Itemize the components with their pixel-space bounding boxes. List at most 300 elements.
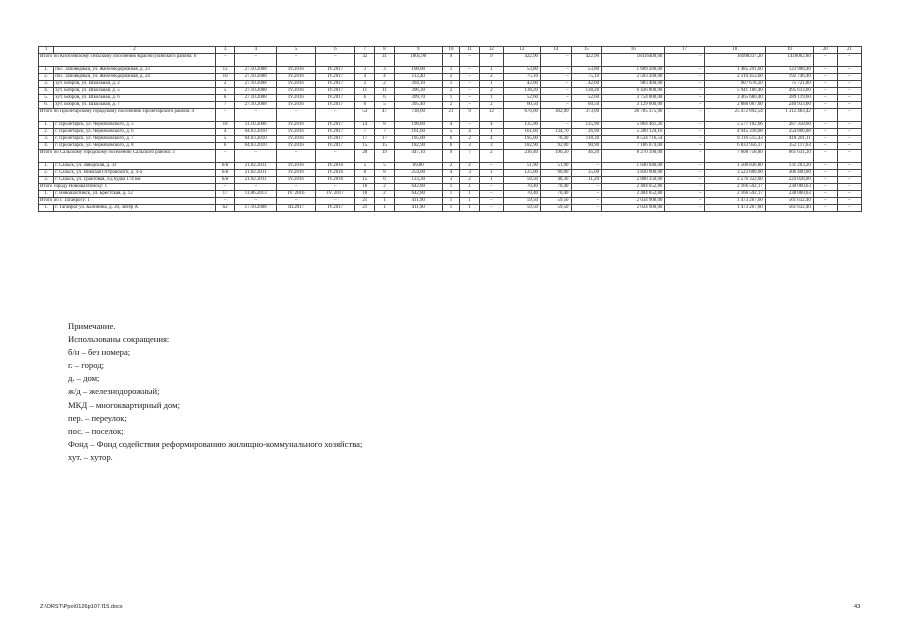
value-cell: IV.2017 bbox=[316, 81, 355, 88]
value-cell: 18 bbox=[215, 122, 235, 129]
note-line: МКД – многоквартирный дом; bbox=[68, 399, 180, 410]
value-cell: – bbox=[540, 88, 571, 95]
value-cell: 8 270 390,00 bbox=[602, 150, 665, 163]
value-cell: 5 bbox=[375, 163, 395, 170]
value-cell: 2 bbox=[479, 150, 503, 163]
value-cell: 418 201,11 bbox=[765, 136, 813, 143]
value-cell: – bbox=[460, 102, 480, 109]
value-cell: б/н bbox=[215, 163, 235, 170]
address-cell: г. Сальск, ул. Заводская, д. 33 bbox=[54, 163, 216, 170]
value-cell: 46,20 bbox=[571, 150, 602, 163]
value-cell: – bbox=[460, 54, 480, 67]
value-cell: – bbox=[460, 74, 480, 81]
value-cell: 5 200 124,16 bbox=[602, 129, 665, 136]
value-cell: – bbox=[837, 170, 861, 177]
value-cell: IV.2016 bbox=[276, 122, 315, 129]
value-cell: 2 bbox=[375, 184, 395, 191]
value-cell: 2 bbox=[442, 163, 459, 170]
value-cell: – bbox=[813, 81, 837, 88]
value-cell: – bbox=[837, 136, 861, 143]
value-cell: 4 bbox=[479, 136, 503, 143]
value-cell: IV. 2017 bbox=[316, 191, 355, 198]
value-cell: IV.2016 bbox=[276, 102, 315, 109]
address-cell: пос. Заповедный, ул. Железнодорожная, д. 23 bbox=[54, 67, 216, 74]
column-number: 6 bbox=[316, 47, 355, 54]
value-cell: – bbox=[540, 95, 571, 102]
value-cell: 1 bbox=[460, 198, 480, 205]
value-cell: – bbox=[215, 198, 235, 205]
value-cell: 6 bbox=[375, 177, 395, 184]
value-cell: 31 bbox=[375, 54, 395, 67]
value-cell: 7 608 758,80 bbox=[704, 150, 765, 163]
value-cell: – bbox=[813, 198, 837, 205]
value-cell: 2 310 453,60 bbox=[704, 74, 765, 81]
value-cell: 138,20 bbox=[571, 88, 602, 95]
table-row bbox=[39, 67, 862, 74]
value-cell: 14 bbox=[355, 122, 375, 129]
value-cell: – bbox=[571, 184, 602, 191]
value-cell: 70,40 bbox=[503, 184, 540, 191]
column-number: 13 bbox=[503, 47, 540, 54]
table-total-row bbox=[39, 184, 862, 191]
address-cell: г. Пролетарск, ул. Черняховского, д. 8 bbox=[54, 143, 216, 150]
table-total-row bbox=[39, 54, 862, 67]
value-cell: – bbox=[837, 102, 861, 109]
value-cell: 21 bbox=[442, 109, 459, 122]
value-cell: 1 bbox=[479, 81, 503, 88]
value-cell: – bbox=[813, 109, 837, 122]
value-cell: 92,00 bbox=[540, 143, 571, 150]
value-cell: – bbox=[837, 129, 861, 136]
value-cell: – bbox=[276, 184, 315, 191]
value-cell: 21 bbox=[355, 205, 375, 212]
value-cell: 238 060,63 bbox=[765, 191, 813, 198]
value-cell: 53,80 bbox=[503, 67, 540, 74]
value-cell: – bbox=[837, 122, 861, 129]
column-number: 3 bbox=[215, 47, 235, 54]
value-cell: – bbox=[215, 150, 235, 163]
address-cell: г. Сальск, ул. Николая Островского, д. 4-a bbox=[54, 170, 216, 177]
value-cell: 1 bbox=[460, 184, 480, 191]
value-cell: – bbox=[276, 198, 315, 205]
value-cell: – bbox=[215, 109, 235, 122]
value-cell: – bbox=[813, 184, 837, 191]
value-cell: 399,70 bbox=[394, 95, 442, 102]
value-cell: 21.02.2011 bbox=[235, 177, 276, 184]
value-cell: 190,20 bbox=[540, 150, 571, 163]
column-number: 14 bbox=[540, 47, 571, 54]
value-cell: 5 bbox=[215, 136, 235, 143]
value-cell: 161,60 bbox=[503, 129, 540, 136]
value-cell: IV.2017 bbox=[316, 88, 355, 95]
value-cell: 7 bbox=[375, 129, 395, 136]
value-cell: 11.06.2013 bbox=[235, 191, 276, 198]
value-cell: 4 bbox=[215, 129, 235, 136]
value-cell: 27.10.2008 bbox=[235, 95, 276, 102]
value-cell: 7 186 074,00 bbox=[602, 143, 665, 150]
address-cell: хут. Бобров, ул. Школьная, д. 5 bbox=[54, 88, 216, 95]
value-cell: 27.10.2008 bbox=[235, 81, 276, 88]
value-cell: – bbox=[837, 74, 861, 81]
value-cell: – bbox=[460, 81, 480, 88]
value-cell: – bbox=[571, 198, 602, 205]
value-cell: 224 028,00 bbox=[765, 177, 813, 184]
value-cell: 3 bbox=[460, 170, 480, 177]
table-row bbox=[39, 81, 862, 88]
column-number: 9 bbox=[394, 47, 442, 54]
value-cell: 8 bbox=[375, 170, 395, 177]
value-cell: – bbox=[571, 191, 602, 198]
note-line: г. – город; bbox=[68, 360, 105, 371]
value-cell: – bbox=[479, 198, 503, 205]
value-cell: 15 bbox=[355, 177, 375, 184]
value-cell: 738,00 bbox=[394, 109, 442, 122]
value-cell: 2 bbox=[442, 74, 459, 81]
value-cell: 12 bbox=[215, 67, 235, 74]
value-cell: – bbox=[276, 109, 315, 122]
note-line: хут. – хутор. bbox=[68, 451, 113, 462]
value-cell: III.2017 bbox=[276, 205, 315, 212]
table-total-row bbox=[39, 109, 862, 122]
value-cell: IV.2016 bbox=[276, 81, 315, 88]
value-cell: – bbox=[235, 54, 276, 67]
notes-block bbox=[68, 320, 668, 464]
value-cell: 1 bbox=[460, 205, 480, 212]
table-row bbox=[39, 205, 862, 212]
value-cell: 21 bbox=[355, 198, 375, 205]
value-cell: 4 bbox=[442, 170, 459, 177]
value-cell: 2 034 900,00 bbox=[602, 198, 665, 205]
value-cell: IV.2016 bbox=[276, 177, 315, 184]
value-cell: 4 bbox=[355, 74, 375, 81]
value-cell: – bbox=[837, 54, 861, 67]
value-cell: 75,10 bbox=[503, 74, 540, 81]
value-cell: 411,90 bbox=[394, 205, 442, 212]
value-cell: 69,80 bbox=[394, 163, 442, 170]
row-index: 3. bbox=[39, 81, 54, 88]
value-cell: 6 bbox=[355, 95, 375, 102]
value-cell: – bbox=[276, 150, 315, 163]
address-cell: г. Пролетарск, ул. Черняховского, д. 6 bbox=[54, 129, 216, 136]
value-cell: 11.10.2006 bbox=[235, 122, 276, 129]
group-total-label: Итого по Сальскому городскому поселению Сальского района: 3 bbox=[39, 150, 216, 163]
value-cell: 2 166 592,17 bbox=[704, 184, 765, 191]
value-cell: 6 436 800,00 bbox=[602, 88, 665, 95]
note-line: б/н – без номера; bbox=[68, 347, 131, 358]
group-total-label: Итого по Киселевскому сельскому поселению Красносулинского района: 6 bbox=[39, 54, 216, 67]
value-cell: – bbox=[837, 67, 861, 74]
value-cell: IV.2017 bbox=[316, 102, 355, 109]
value-cell: 238 060,63 bbox=[765, 184, 813, 191]
address-cell: хут. Бобров, ул. Школьная, д. 7 bbox=[54, 102, 216, 109]
value-cell: – bbox=[460, 67, 480, 74]
value-cell: 28 bbox=[355, 150, 375, 163]
value-cell: 2 800 350,00 bbox=[602, 177, 665, 184]
value-cell: 6 bbox=[442, 136, 459, 143]
column-number-row bbox=[39, 47, 862, 54]
value-cell: 3 bbox=[479, 143, 503, 150]
note-line: Фонд – Фонд содействия реформированию жилищно-коммунального хозяйства; bbox=[68, 438, 363, 449]
value-cell: 4 bbox=[460, 129, 480, 136]
value-cell: 8 534 716,54 bbox=[602, 136, 665, 143]
value-cell: IV.2016 bbox=[276, 170, 315, 177]
value-cell: – bbox=[665, 170, 704, 177]
note-line: д. – дом; bbox=[68, 373, 100, 384]
value-cell: 26,90 bbox=[571, 129, 602, 136]
value-cell: – bbox=[276, 54, 315, 67]
value-cell: 12 bbox=[479, 109, 503, 122]
value-cell: 17 bbox=[215, 191, 235, 198]
value-cell: 394,10 bbox=[394, 81, 442, 88]
value-cell: 195,00 bbox=[394, 136, 442, 143]
footer-page-number: 43 bbox=[854, 604, 861, 610]
value-cell: – bbox=[665, 54, 704, 67]
value-cell: 3 129 000,00 bbox=[602, 102, 665, 109]
value-cell: 254 806,08 bbox=[765, 129, 813, 136]
value-cell: IV.2016 bbox=[316, 177, 355, 184]
value-cell: 411,90 bbox=[394, 198, 442, 205]
value-cell: 16998337,20 bbox=[704, 54, 765, 67]
value-cell: 1 473 267,60 bbox=[704, 205, 765, 212]
value-cell: 76,30 bbox=[540, 136, 571, 143]
value-cell: 35,00 bbox=[571, 170, 602, 177]
value-cell: – bbox=[813, 122, 837, 129]
value-cell: – bbox=[665, 198, 704, 205]
value-cell: 6 bbox=[215, 143, 235, 150]
value-cell: – bbox=[813, 102, 837, 109]
value-cell: 240 933,00 bbox=[765, 102, 813, 109]
value-cell: 236,40 bbox=[503, 150, 540, 163]
value-cell: 4 bbox=[442, 122, 459, 129]
value-cell: 4 945 318,08 bbox=[704, 129, 765, 136]
value-cell: 134,70 bbox=[540, 129, 571, 136]
table-row bbox=[39, 191, 862, 198]
address-cell: г. Пролетарск, ул. Черняховского, д. 5 bbox=[54, 122, 216, 129]
value-cell: 18 bbox=[355, 184, 375, 191]
value-cell: 6 bbox=[355, 102, 375, 109]
table-row bbox=[39, 95, 862, 102]
value-cell: – bbox=[460, 88, 480, 95]
table-row bbox=[39, 163, 862, 170]
value-cell: 27.10.2008 bbox=[235, 88, 276, 95]
value-cell: – bbox=[665, 129, 704, 136]
value-cell: 27.10.2008 bbox=[235, 67, 276, 74]
notes-title: Примечание. bbox=[68, 321, 116, 331]
value-cell: 8 bbox=[355, 170, 375, 177]
row-index: 2. bbox=[39, 129, 54, 136]
value-cell: 2 bbox=[375, 191, 395, 198]
value-cell: 396,30 bbox=[394, 88, 442, 95]
value-cell: – bbox=[837, 198, 861, 205]
value-cell: – bbox=[460, 95, 480, 102]
value-cell: 90,90 bbox=[571, 143, 602, 150]
value-cell: 1 bbox=[479, 170, 503, 177]
column-number: 8 bbox=[375, 47, 395, 54]
value-cell: 5 864 461,26 bbox=[602, 122, 665, 129]
value-cell: 2 404 652,80 bbox=[602, 191, 665, 198]
value-cell: 1 640 040,00 bbox=[602, 163, 665, 170]
value-cell: – bbox=[665, 95, 704, 102]
value-cell: 4 bbox=[375, 74, 395, 81]
value-cell: 70,40 bbox=[503, 191, 540, 198]
value-cell: 9 bbox=[442, 150, 459, 163]
footer-file-path: Z:\ORST\Ppo\0126p107.f15.docx bbox=[40, 604, 123, 610]
value-cell: – bbox=[540, 54, 571, 67]
value-cell: 17.10.2008 bbox=[235, 205, 276, 212]
value-cell: 118,30 bbox=[571, 136, 602, 143]
value-cell: 04.03.2010 bbox=[235, 129, 276, 136]
value-cell: 1 bbox=[442, 191, 459, 198]
value-cell: IV.2017 bbox=[316, 122, 355, 129]
value-cell: 18 bbox=[355, 191, 375, 198]
value-cell: 90,00 bbox=[540, 170, 571, 177]
value-cell: 6 833 956,37 bbox=[704, 143, 765, 150]
value-cell: 1 609 200,00 bbox=[602, 67, 665, 74]
value-cell: 3 bbox=[442, 177, 459, 184]
value-cell: 182,90 bbox=[394, 143, 442, 150]
value-cell: – bbox=[813, 67, 837, 74]
value-cell: 5 bbox=[375, 102, 395, 109]
row-index: 1. bbox=[39, 205, 54, 212]
value-cell: 6 bbox=[375, 95, 395, 102]
value-cell: 642,80 bbox=[394, 184, 442, 191]
value-cell: 3 bbox=[355, 67, 375, 74]
value-cell: – bbox=[316, 184, 355, 191]
value-cell: 2 bbox=[442, 102, 459, 109]
value-cell: 373,00 bbox=[571, 109, 602, 122]
value-cell: IV.2017 bbox=[316, 74, 355, 81]
value-cell: 3 523 600,00 bbox=[704, 170, 765, 177]
value-cell: – bbox=[837, 177, 861, 184]
value-cell: 3 bbox=[460, 143, 480, 150]
value-cell: 42,60 bbox=[571, 81, 602, 88]
value-cell: 676,00 bbox=[503, 109, 540, 122]
value-cell: 17 bbox=[355, 136, 375, 143]
value-cell: 5 bbox=[442, 129, 459, 136]
value-cell: 59,50 bbox=[540, 205, 571, 212]
row-index: 3. bbox=[39, 136, 54, 143]
value-cell: IV.2016 bbox=[276, 129, 315, 136]
address-cell: г. Сальск, ул. Трактовая, з/д будка 174 км bbox=[54, 177, 216, 184]
value-cell: 123 908,40 bbox=[765, 67, 813, 74]
value-cell: – bbox=[665, 67, 704, 74]
value-cell: 8 bbox=[375, 122, 395, 129]
value-cell: – bbox=[316, 109, 355, 122]
value-cell: 4 bbox=[479, 122, 503, 129]
value-cell: 32 bbox=[355, 54, 375, 67]
row-index: 1. bbox=[39, 191, 54, 198]
value-cell: IV.2016 bbox=[276, 136, 315, 143]
value-cell: 59,50 bbox=[540, 198, 571, 205]
value-cell: – bbox=[813, 150, 837, 163]
table-row bbox=[39, 74, 862, 81]
value-cell: 2 bbox=[442, 88, 459, 95]
value-cell: 9 bbox=[442, 54, 459, 67]
column-number: 10 bbox=[442, 47, 459, 54]
value-cell: 561 632,40 bbox=[765, 205, 813, 212]
table-row bbox=[39, 88, 862, 95]
value-cell: 7 bbox=[460, 150, 480, 163]
value-cell: IV.2016 bbox=[276, 74, 315, 81]
value-cell: 1 508 836,80 bbox=[704, 163, 765, 170]
value-cell: 302,00 bbox=[540, 109, 571, 122]
value-cell: 2 503 200,00 bbox=[602, 74, 665, 81]
value-cell: 5 bbox=[355, 163, 375, 170]
value-cell: – bbox=[813, 170, 837, 177]
value-cell: – bbox=[813, 129, 837, 136]
value-cell: 3 465 680,40 bbox=[704, 95, 765, 102]
row-index: 4. bbox=[39, 88, 54, 95]
note-line: пос. – поселок; bbox=[68, 425, 124, 436]
value-cell: – bbox=[837, 205, 861, 212]
housing-program-table bbox=[38, 46, 862, 212]
value-cell: IV.2017 bbox=[316, 67, 355, 74]
value-cell: 04.03.2010 bbox=[235, 143, 276, 150]
value-cell: 182,90 bbox=[503, 143, 540, 150]
value-cell: – bbox=[837, 143, 861, 150]
column-number: 16 bbox=[602, 47, 665, 54]
value-cell: 75,10 bbox=[571, 74, 602, 81]
value-cell: 1 bbox=[479, 95, 503, 102]
value-cell: 53,80 bbox=[571, 67, 602, 74]
value-cell: 3 830 000,00 bbox=[602, 170, 665, 177]
value-cell: 447,10 bbox=[394, 150, 442, 163]
value-cell: 6 bbox=[215, 95, 235, 102]
value-cell: – bbox=[813, 74, 837, 81]
value-cell: 26 785 375,96 bbox=[602, 109, 665, 122]
value-cell: 1 bbox=[442, 67, 459, 74]
value-cell: – bbox=[665, 205, 704, 212]
column-number: 11 bbox=[460, 47, 480, 54]
value-cell: 2 bbox=[479, 102, 503, 109]
value-cell: IV.2017 bbox=[316, 143, 355, 150]
value-cell: 2 bbox=[460, 177, 480, 184]
value-cell: 2 bbox=[479, 74, 503, 81]
value-cell: 1418062,80 bbox=[765, 54, 813, 67]
value-cell: 2 034 900,00 bbox=[602, 205, 665, 212]
value-cell: – bbox=[235, 198, 276, 205]
value-cell: – bbox=[837, 81, 861, 88]
value-cell: 2 bbox=[479, 88, 503, 95]
value-cell: 9 bbox=[460, 109, 480, 122]
value-cell: 125,00 bbox=[503, 170, 540, 177]
value-cell: 2 bbox=[460, 136, 480, 143]
value-cell: 2 bbox=[460, 163, 480, 170]
value-cell: 59,50 bbox=[503, 198, 540, 205]
column-number: 17 bbox=[665, 47, 704, 54]
value-cell: – bbox=[235, 150, 276, 163]
value-cell: 18416400,00 bbox=[602, 54, 665, 67]
value-cell: 161,60 bbox=[394, 129, 442, 136]
value-cell: – bbox=[813, 136, 837, 143]
value-cell: 75 721,80 bbox=[765, 81, 813, 88]
value-cell: IV.2016 bbox=[276, 143, 315, 150]
value-cell: – bbox=[571, 205, 602, 212]
value-cell: 5 bbox=[215, 88, 235, 95]
value-cell: 11,20 bbox=[571, 177, 602, 184]
value-cell: 306 400,00 bbox=[765, 170, 813, 177]
value-cell: 1 bbox=[375, 198, 395, 205]
value-cell: – bbox=[837, 163, 861, 170]
value-cell: – bbox=[316, 150, 355, 163]
value-cell: – bbox=[540, 102, 571, 109]
value-cell: – bbox=[837, 150, 861, 163]
value-cell: 395,40 bbox=[394, 102, 442, 109]
column-number: 19 bbox=[765, 47, 813, 54]
value-cell: IV.2016 bbox=[316, 170, 355, 177]
value-cell: – bbox=[665, 163, 704, 170]
value-cell: – bbox=[316, 198, 355, 205]
